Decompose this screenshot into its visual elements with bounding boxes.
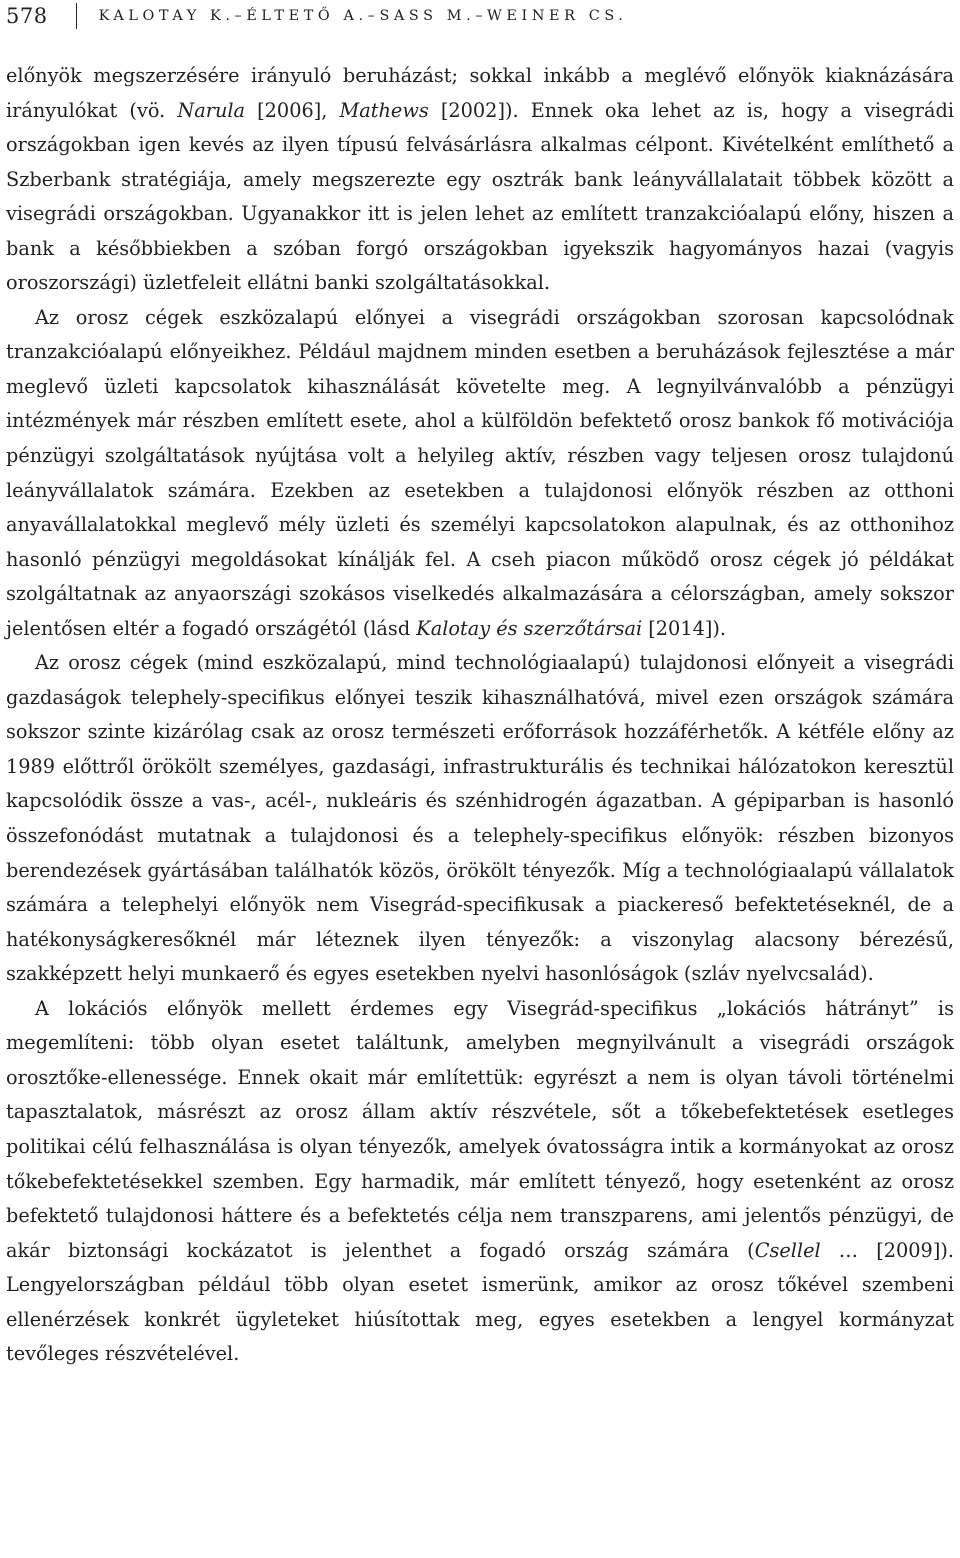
text-run: … [2009]). Lengyelországban például több olyan esetet ismerünk, amikor az orosz tőkével szembeni ellenérzések konkrét ügyleteket hiúsítottak meg, egyes esetekben a lengyel kormányzat tevőleges részvételével.	[6, 1238, 955, 1366]
text-run: Az orosz cégek eszközalapú előnyei a visegrádi országokban szorosan kapcsolódnak tranzakcióalapú előnyeikhez. Például majdnem minden esetben a beruházások fejlesztése a már meglevő üzleti kapcsolatok kihasználását követelte meg. A legnyilvánvalóbb a pénzügyi intézmények már részben említett esete, ahol a külföldön befektető orosz bankok fő motivációja pénzügyi szolgáltatások nyújtása volt a helyileg aktív, részben vagy teljesen orosz tulajdonú leányvállalatok számára. Ezekben az esetekben a tulajdonosi előnyök részben az otthoni anyavállalatokkal meglevő mély üzleti és személyi kapcsolatokon alapulnak, és az otthonihoz hasonló pénzügyi megoldásokat kínálják fel. A cseh piacon működő orosz cégek jó példákat szolgáltatnak az anyaországi szokásos viselkedés alkalmazására a célországban, amely sokszor jelentősen eltér a fogadó országétól (lásd	[6, 305, 954, 640]
paragraph	[6, 992, 954, 1372]
italic-citation: Narula	[177, 98, 246, 122]
text-run: előnyök megszerzésére irányuló beruházást; sokkal inkább a meglévő előnyök kiaknázására irányulókat (vö.	[6, 64, 954, 122]
paragraph	[6, 646, 954, 991]
text-run: [2002]). Ennek oka lehet az is, hogy a visegrádi országokban igen kevés az ilyen típusú felvásárlásra alkalmas célpont. Kivételként említhető a Szberbank stratégiája, amely megszerezte egy osztrák bank leányvállalatait többek között a visegrádi országokban. Ugyanakkor itt is jelen lehet az említett tranzakcióalapú előny, hiszen a bank a későbbiekben a szóban forgó országokban igyekszik hagyományos hazai (vagyis oroszországi) üzletfeleit ellátni banki szolgáltatásokkal.	[6, 98, 954, 295]
text-run: [2014]).	[642, 616, 727, 640]
text-run: A lokációs előnyök mellett érdemes egy Visegrád-specifikus „lokációs hátrányt” is megemlíteni: több olyan esetet találtunk, amelyben megnyilvánult a visegrádi országok orosztőke-ellenessége. Ennek okait már említettük: egyrészt a nem is olyan távoli történelmi tapasztalatok, másrészt az orosz állam aktív részvétele, sőt a tőkebefektetések esetleges politikai célú felhasználása is olyan tényezők, amelyek óvatosságra intik a kormányokat az orosz tőkebefektetésekkel szemben. Egy harmadik, már említett tényező, hogy esetenként az orosz befektető tulajdonosi háttere és a befektetés célja nem transzparens, ami jelentős pénzügyi, de akár biztonsági kockázatot is jelenthet a fogadó ország számára (	[6, 996, 954, 1262]
paragraph	[6, 59, 954, 301]
italic-citation: Kalotay és szerzőtársai	[416, 616, 643, 640]
text-run: Az orosz cégek (mind eszközalapú, mind technológiaalapú) tulajdonosi előnyeit a visegrádi gazdaságok telephely-specifikus előnyei teszik kihasználhatóvá, mivel ezen országok számára sokszor szinte kizárólag csak az orosz természeti erőforrások hozzáférhetők. A kétféle előny az 1989 előttről örökölt személyes, gazdasági, infrastrukturális és technikai hálózatokon keresztül kapcsolódik össze a vas-, acél-, nukleáris és szénhidrogén ágazatban. A gépiparban is hasonló összefonódást mutatnak a tulajdonosi és a telephely-specifikus előnyök: részben bizonyos berendezések gyártásában találhatók közös, örökölt tényezők. Míg a technológiaalapú vállalatok számára a telephelyi előnyök nem Visegrád-specifikusak a piackereső befektetéseknél, de a hatékonyságkeresőknél már léteznek ilyen tényezők: a viszonylag alacsony bérezésű, szakképzett helyi munkaerő és egyes esetekben nyelvi hasonlóságok (szláv nyelvcsalád).	[6, 651, 954, 986]
italic-citation: Csellel	[754, 1238, 821, 1262]
page-number: 578	[6, 4, 48, 28]
header-divider	[76, 3, 77, 29]
text-run: [2006],	[245, 98, 340, 122]
paragraph	[6, 301, 954, 646]
italic-citation: Mathews	[339, 98, 429, 122]
running-head-authors: KALOTAY K.–ÉLTETŐ A.–SASS M.–WEINER CS.	[98, 8, 628, 24]
running-header	[6, 2, 627, 30]
article-body	[6, 59, 954, 1372]
